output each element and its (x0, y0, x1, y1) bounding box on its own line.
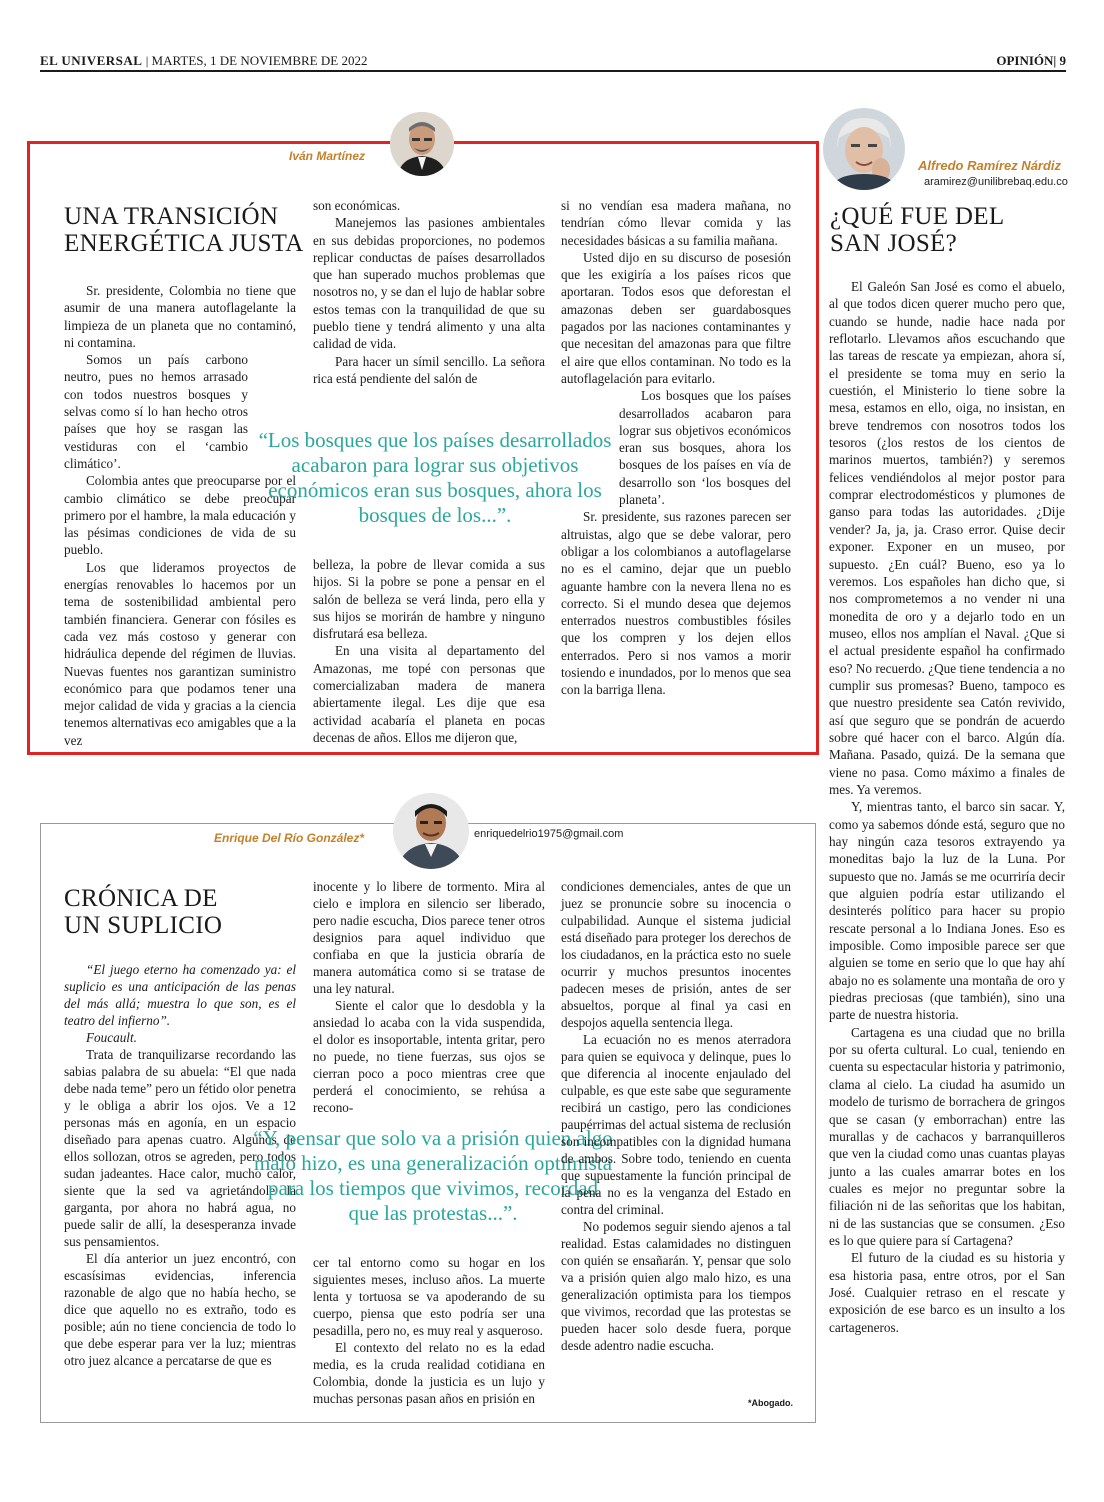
article-column (829, 278, 1065, 1336)
headline-line: UN SUPLICIO (64, 912, 223, 939)
paragraph: El contexto del relato no es la edad media, es la cruda realidad cotidiana en Colombia, donde la justicia es un lujo y muchas personas pasan años en prisión en (313, 1340, 545, 1406)
author-name: Alfredo Ramírez Nárdiz (918, 158, 1062, 173)
paragraph: El futuro de la ciudad es su historia y esa historia pasa, entre otros, por el San José. Cualquier retraso en el rescate y exposición de ese barco es un insulto a los cartageneros. (829, 1250, 1065, 1335)
newspaper-name: EL UNIVERSAL (40, 53, 143, 68)
epigraph-author: Foucault. (86, 1030, 137, 1045)
paragraph: Los bosques que los países desarrollados acabaron para lograr sus objetivos económicos eran sus bosques, ahora los bosques de los países en vía de desarrollo son ‘los bosques del planeta’. (619, 388, 791, 508)
author-name: Enrique Del Río González* (214, 831, 365, 845)
paragraph: Cartagena es una ciudad que no brilla por su oferta cultural. Lo cual, teniendo en cuenta su espectacular historia y patrimonio, clama al cielo. La ciudad ha asumido un modelo de turismo de borrachera de gringos que se casan (y emborrachan) entre las murallas y de cachacos y barranquilleros que ven la ciudad como unas cuantas playas junto a las cuales amarrar botes en los cuales es mejor no preguntar sobre la filiación ni de las señoritas que los habitan, ni de las sustancias que se consumen. ¿Eso es lo que quiere para sí Cartagena? (829, 1024, 1065, 1248)
author-name: Iván Martínez (289, 149, 366, 163)
paragraph: Sr. presidente, Colombia no tiene que asumir de una manera autoflagelante la limpieza de un planeta que no contaminó, ni contamina. (64, 283, 296, 350)
issue-date: | MARTES, 1 DE NOVIEMBRE DE 2022 (145, 53, 368, 68)
paragraph: En una visita al departamento del Amazonas, me topé con personas que comercializaban madera de manera abiertamente ilegal. Les dije que esa actividad acabaría el planeta en pocas decenas de años. Ellos me dijeron que, (313, 643, 545, 745)
masthead (40, 50, 1066, 72)
paragraph: belleza, la pobre de llevar comida a sus hijos. Si la pobre se pone a pensar en el salón de belleza se verá linda, pero ella y sus hijos se morirán de hambre y ninguno disfrutará esa belleza. (313, 557, 545, 642)
headline-line: ENERGÉTICA JUSTA (64, 230, 304, 257)
page-number: 9 (1059, 53, 1066, 68)
section-name: OPINIÓN| (996, 53, 1057, 68)
headline-line: UNA TRANSICIÓN (64, 203, 279, 230)
author-email[interactable]: enriquedelrio1975@gmail.com (474, 828, 624, 840)
paragraph: El Galeón San José es como el abuelo, al que todos dicen querer mucho pero que, cuando se hunde, nadie hace nada por reflotarlo. Llevamos años escuchando que las tareas de rescate ya empiezan, ahora sí, el presidente se toma muy en serio la cuestión, el Ministerio lo tiene sobre la mesa, estamos en ello, oiga, no insistan, en breve tendremos con nosotros todos los tesoros (¿los restos de los cientos de marinos muertos, también?) y seremos felices vendiéndolos al mejor postor para comprar electrodomésticos y plumones de ganso para todas las autoridades. ¿Dije vender? Ja, ja, ja. Craso error. Quise decir exponer. Exponer en un museo, por supuesto. ¿En cuál? Bueno, eso ya lo veremos. Los españoles han dicho que, si nos comprometemos a no vender ni una monedita de oro y a dejarlo todo en un museo, ellos nos amplían el Naval. ¿Que si el actual presidente español ha confirmado eso? No recuerdo. ¿Que tiene tendencia a no cumplir sus promesas? Bueno, tampoco es que nuestro presidente sea Catón revivido, así que seguro que se pondrán de acuerdo sobre qué hacer con el barco. Algún día. Mañana. Pasado, quizá. De la semana que viene no pasa. Como máximo a finales de mes. Ya veremos. (829, 279, 1065, 797)
paragraph: Siente el calor que lo desdobla y la ansiedad lo acaba con la vida suspendida, el dolor es insoportable, intenta gritar, pero no puede, no tiene fuerzas, sus ojos se cierran poco a poco mientras cree que perderá el conocimiento, se rehúsa a recono- (313, 998, 545, 1115)
headline-line: CRÓNICA DE (64, 885, 218, 912)
paragraph: Sr. presidente, sus razones parecen ser altruistas, algo que se debe valorar, pero obligar a los colombianos a autoflagelarse no es el camino, dejar que un pueblo aguante hambre con la nevera llena no es correcto. Si el mundo desea que dejemos enterrados nuestros combustibles fósiles que los compren y los dejen ellos enterrados. Pero si nos vamos a morir tosiendo e inundados, por lo menos que sea con la barriga llena. (561, 509, 791, 698)
paragraph: si no vendían esa madera mañana, no tendrían cómo llevar comida y las necesidades básicas a su familia mañana. (561, 198, 791, 248)
paragraph: son económicas. (313, 198, 401, 213)
paragraph: Los que lideramos proyectos de energías renovables lo hacemos por un tema de sostenibilidad ambiental pero también financiera. Generar con fósiles es cada vez más costoso y generar con hidráulica depende del régimen de lluvias. Nuevas fuentes nos garantizan suministro económico para que podamos tener una mejor calidad de vida y gracias a la ciencia tenemos alternativas eco amigables que a la vez (64, 559, 296, 748)
masthead-right (996, 53, 1066, 69)
author-portrait (390, 112, 454, 176)
author-email[interactable]: aramirez@unilibrebaq.edu.co (924, 176, 1068, 188)
paragraph: El día anterior un juez encontró, con escasísimas evidencias, inferencia razonable de algo que no había hecho, se dice que aquello no es extraño, todo es posible; aún no tiene conciencia de todo lo que debe esperar para ver la luz; mientras otro juez alcance a percatarse de que es (64, 1251, 296, 1368)
article-column (313, 556, 545, 746)
paragraph: Usted dijo en su discurso de posesión que les exigiría a los países ricos que aportaran. Todos esos que deforestan el amazonas deben ser guardabosques pagados por las naciones contaminantes y que necesitan del amazonas para que filtre el aire que ellos contaminan. No todo es la autoflagelación para evitarlo. (561, 249, 791, 386)
masthead-left (40, 53, 367, 69)
article-column (313, 197, 545, 387)
paragraph: inocente y lo libere de tormento. Mira al cielo e implora en silencio ser liberado, pero nadie escucha, Dios parece tener otros designios para aquel individuo que confiaba en que la justicia obraría de manera automática como si se tratase de una ley natural. (313, 879, 545, 996)
article-column (561, 878, 791, 1354)
paragraph: La ecuación no es menos aterradora para quien se equivoca y delinque, pues lo que diferencia al inocente enjaulado del culpable, es que este sabe que seguramente recibirá un castigo, pero las condiciones paupérrimas del actual sistema de reclusión son incompatibles con la dignidad humana de ambos. Sobre todo, teniendo en cuenta que supuestamente la función principal de la pena no es la venganza del Estado en contra del criminal. (561, 1032, 791, 1217)
pull-quote: “Y, pensar que solo va a prisión quien algo malo hizo, es una generalización optimista para los tiempos que vivimos, recordad que las protestas...”. (253, 1126, 613, 1225)
paragraph: Somos un país carbono neutro, pues no hemos arrasado con todos nuestros bosques y selvas como sí lo han hecho otros países que hoy se rasgan las vestiduras con el ‘cambio climático’. (64, 352, 248, 471)
article-headline (64, 885, 222, 939)
headline-line: SAN JOSÉ? (830, 230, 958, 257)
author-portrait (823, 108, 905, 190)
paragraph: Para hacer un símil sencillo. La señora rica está pendiente del salón de (313, 353, 545, 386)
article-headline (830, 203, 1004, 257)
footnote: *Abogado. (748, 1398, 793, 1408)
paragraph: Trata de tranquilizarse recordando las sabias palabra de su abuela: “El que nada debe nada teme” pero un fétido olor penetra y le obliga a abrir los ojos. Ve a 12 personas más en agonía, en un espacio diseñado para apenas cuatro. Algunos de ellos sollozan, otros se agreden, pero todos sudan jadeantes. Hace calor, mucho calor, siente que la sed va agrietándole la garganta, por ahora no habrá agua, no puede salir de allí, la desesperanza invade sus pensamientos. (64, 1047, 296, 1249)
article-column (313, 878, 545, 1116)
paragraph: cer tal entorno como su hogar en los siguientes meses, incluso años. La muerte lenta y tortuosa se va apoderando de su cuerpo, piensa que esto podría ser una pesadilla, pero no, es muy real y asqueroso. (313, 1255, 545, 1338)
author-portrait (393, 793, 469, 869)
paragraph: condiciones demenciales, antes de que un juez se pronuncie sobre su inocencia o culpabilidad. Aunque el sistema judicial está diseñado para proteger los derechos de los ciudadanos, en la práctica esto no suele ocurrir y muchos presuntos inocentes padecen meses de prisión, antes de ser absueltos, porque al final ya casi en despojos aquella sentencia llega. (561, 879, 791, 1030)
epigraph: “El juego eterno ha comenzado ya: el suplicio es una anticipación de las penas del más allá; muestra lo que son, es el teatro del infierno”. (64, 962, 296, 1028)
article-column (561, 197, 791, 699)
paragraph: Y, mientras tanto, el barco sin sacar. Y, como ya sabemos dónde está, seguro que no hay ningún caza tesoros extrayendo ya moneditas bajo la luz de la Luna. Por supuesto que no. Jamás se me ocurriría decir que alguien podría estar utilizando el desinterés político para hacer su propio rescate personal a lo Indiana Jones. Eso es imposible. Como imposible parece ser que alguien se tome en serio que lo que hay ahí abajo no es solamente una montaña de oro y piedras preciosas (que también), sino una parte de nuestra historia. (829, 799, 1065, 1023)
headline-line: ¿QUÉ FUE DEL (830, 203, 1005, 230)
paragraph: Manejemos las pasiones ambientales en sus debidas proporciones, no podemos replicar conductas de países desarrollados que han superado muchos problemas que nosotros no, y se dan el lujo de hablar sobre estos temas con la tranquilidad de que su pueblo tiene y tendrá alimento y una alta calidad de vida. (313, 215, 545, 352)
paragraph: Colombia antes que preocuparse por el cambio climático se debe preocupar primero por el hambre, la mala educación y las pésimas condiciones de vida de su pueblo. (64, 473, 296, 558)
article-column (313, 1254, 545, 1407)
article-headline (64, 203, 304, 257)
paragraph: No podemos seguir siendo ajenos a tal realidad. Estas calamidades no distinguen con quién se ensañarán. Y, pensar que solo va a prisión quien algo malo hizo, es una generalización optimista para los tiempos que vivimos, recordad que las protestas se pueden hacer solo desde fuera, porque desde adentro nadie escucha. (561, 1219, 791, 1353)
pull-quote: “Los bosques que los países desarrollados acabaron para lograr sus objetivos económicos eran sus bosques, ahora los bosques de los...”. (258, 428, 612, 527)
